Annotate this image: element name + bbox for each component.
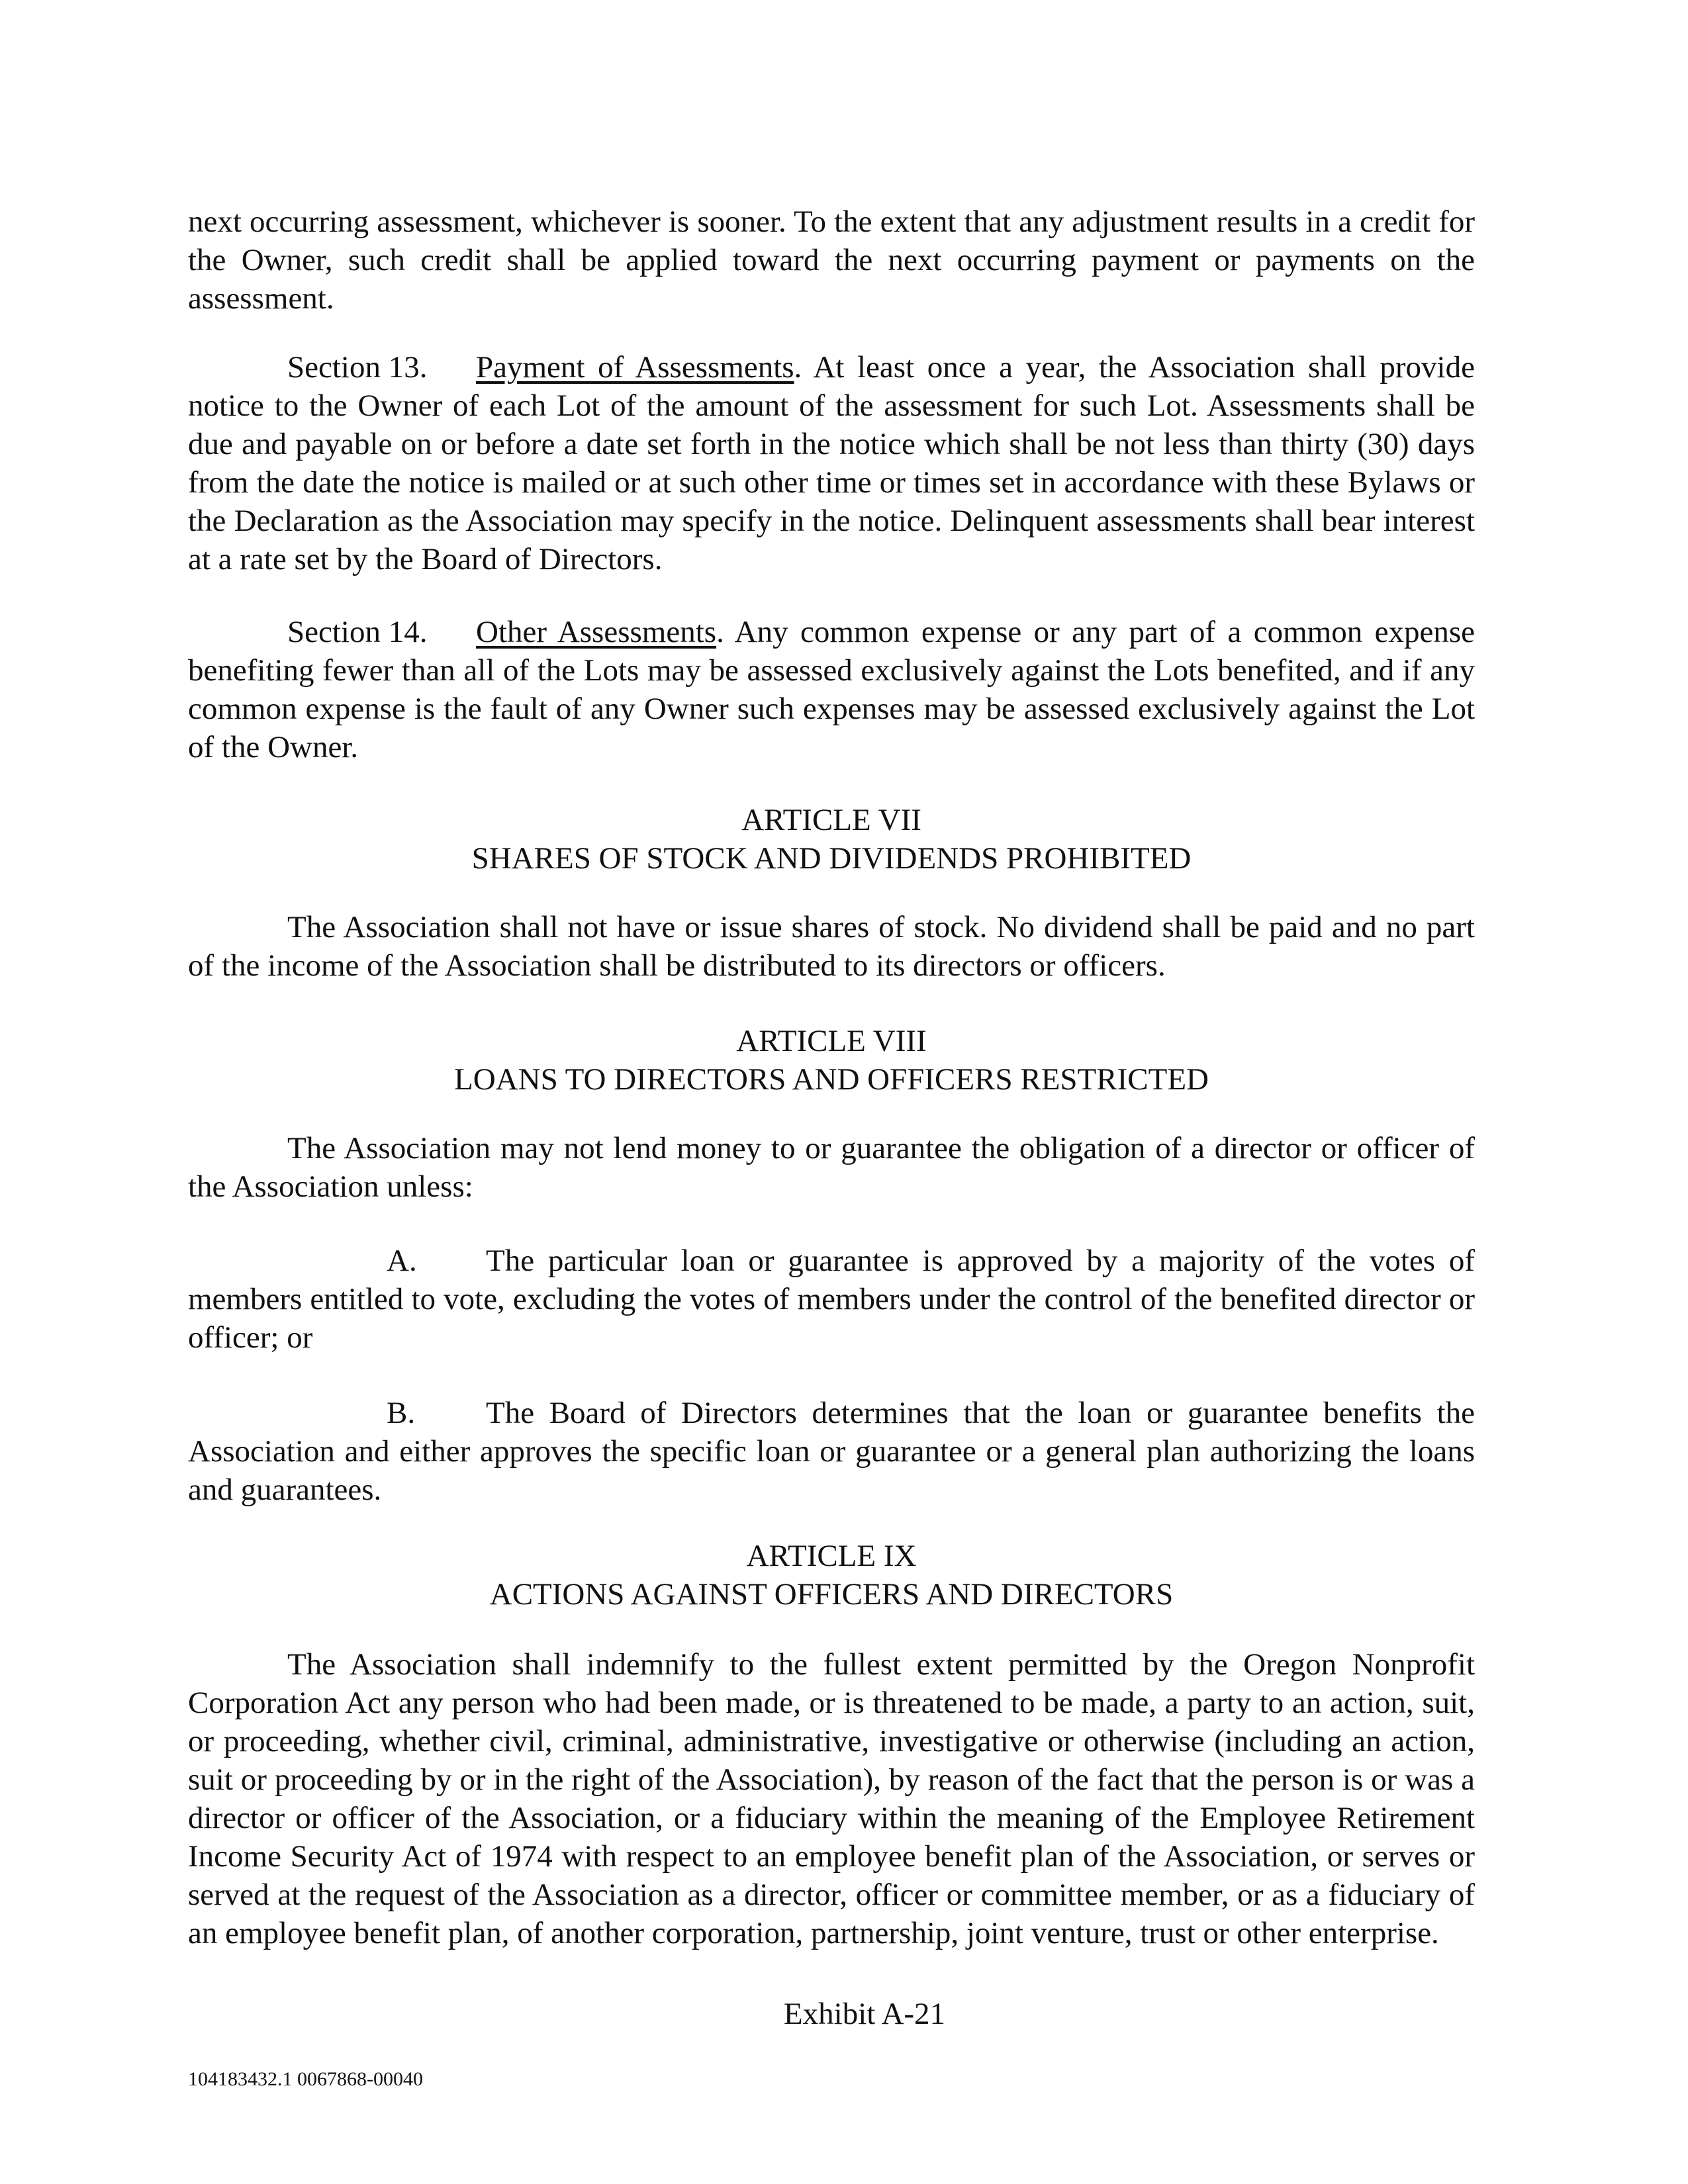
section-14-text: . Any common expense or any part of a common expense benefiting fewer than all of the Lots may be assessed exclusively against the Lots benefited, and if any common expense is the fault of any Owner such expenses may be assessed exclusively against the Lot of the Owner. xyxy=(188,615,1475,764)
item-a-text: The particular loan or guarantee is approved by a majority of the votes of members entitled to vote, excluding the votes of members under the control of the benefited director or officer; or xyxy=(188,1244,1475,1355)
exhibit-footer: Exhibit A-21 xyxy=(783,1997,946,2031)
article-7-number: ARTICLE VII xyxy=(741,803,921,837)
item-b-text: The Board of Directors determines that the loan or guarantee benefits the Association and either approves the specific loan or guarantee or a general plan authorizing the loans and guarantees. xyxy=(188,1396,1475,1507)
article-8-paragraph: The Association may not lend money to or guarantee the obligation of a director or officer of the Association unless: xyxy=(188,1131,1475,1204)
article-7-title: SHARES OF STOCK AND DIVIDENDS PROHIBITED xyxy=(471,841,1192,876)
item-a-letter: A. xyxy=(387,1244,417,1278)
section-13-paragraph xyxy=(188,348,1475,578)
item-b-paragraph xyxy=(188,1394,1475,1509)
article-9-number: ARTICLE IX xyxy=(746,1539,917,1573)
article-7-paragraph: The Association shall not have or issue shares of stock. No dividend shall be paid and no part of the income of the Association shall be distributed to its directors or officers. xyxy=(188,910,1475,983)
paragraph-continuation: next occurring assessment, whichever is sooner. To the extent that any adjustment results in a credit for the Owner, such credit shall be applied toward the next occurring payment or payments on the assessment. xyxy=(188,205,1475,316)
section-14-number: Section 14. xyxy=(287,615,428,649)
article-9-title: ACTIONS AGAINST OFFICERS AND DIRECTORS xyxy=(489,1577,1174,1612)
article-8-title: LOANS TO DIRECTORS AND OFFICERS RESTRICTED xyxy=(454,1062,1209,1097)
section-13-number: Section 13. xyxy=(287,350,428,385)
section-14-title: Other Assessments xyxy=(476,615,717,649)
section-13-text: . At least once a year, the Association shall provide notice to the Owner of each Lot of the amount of the assessment for such Lot. Assessments shall be due and payable on or before a date set forth in the notice which shall be not less than thirty (30) days from the date the notice is mailed or at such other time or times set in accordance with these Bylaws or the Declaration as the Association may specify in the notice. Delinquent assessments shall bear interest at a rate set by the Board of Directors. xyxy=(188,350,1475,576)
article-8-number: ARTICLE VIII xyxy=(736,1024,927,1058)
item-b-letter: B. xyxy=(387,1396,416,1430)
document-id: 104183432.1 0067868-00040 xyxy=(188,2068,423,2090)
section-14-paragraph xyxy=(188,613,1475,766)
article-9-paragraph: The Association shall indemnify to the fullest extent permitted by the Oregon Nonprofit Corporation Act any person who had been made, or is threatened to be made, a party to an action, suit, or proceeding, whether civil, criminal, administrative, investigative or otherwise (including an action, suit or proceeding by or in the right of the Association), by reason of the fact that the person is or was a director or officer of the Association, or a fiduciary within the meaning of the Employee Retirement Income Security Act of 1974 with respect to an employee benefit plan of the Association, or serves or served at the request of the Association as a director, officer or committee member, or as a fiduciary of an employee benefit plan, of another corporation, partnership, joint venture, trust or other enterprise. xyxy=(188,1647,1475,1950)
item-a-paragraph xyxy=(188,1242,1475,1357)
section-13-title: Payment of Assessments xyxy=(476,350,794,385)
